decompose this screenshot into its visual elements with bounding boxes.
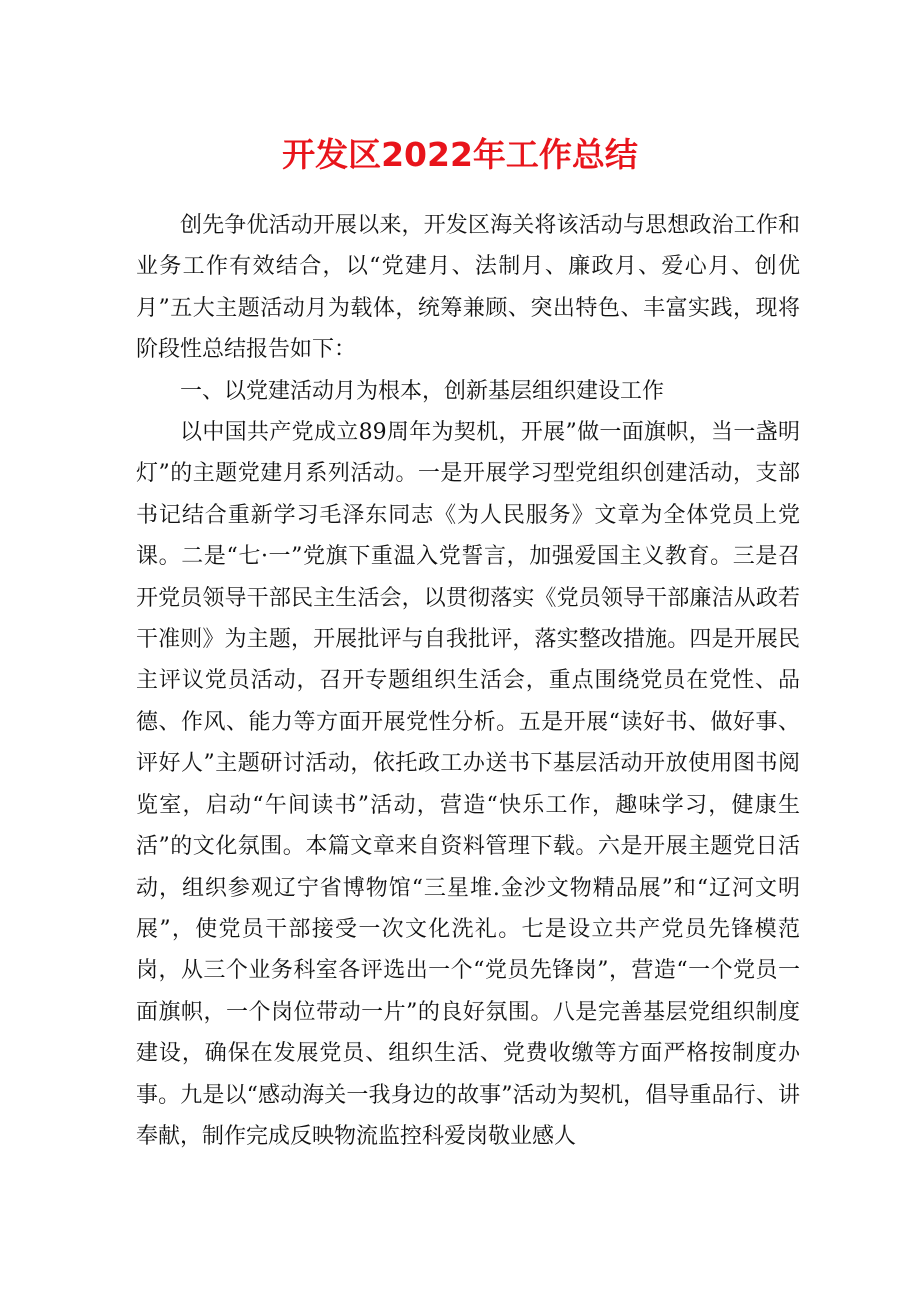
document-title: 开发区2022年工作总结 (282, 135, 638, 174)
body-paragraph: 以中国共产党成立89周年为契机，开展”做一面旗帜，当一盏明灯”的主题党建月系列活动。一是开展学习型党组织创建活动，支部书记结合重新学习毛泽东同志《为人民服务》文章为全体党员上党课。二是“七·一”党旗下重温入党誓言，加强爱国主义教育。三是召开党员领导干部民主生活会，以贯彻落实《党员领导干部廉洁从政若干准则》为主题，开展批评与自我批评，落实整改措施。四是开展民主评议党员活动，召开专题组织生活会，重点围绕党员在党性、品德、作风、能力等方面开展党性分析。五是开展“读好书、做好事、评好人”主题研讨活动，依托政工办送书下基层活动开放使用图书阅览室，启动“午间读书”活动，营造“快乐工作，趣味学习，健康生活”的文化氛围。本篇文章来自资料管理下载。六是开展主题党日活动，组织参观辽宁省博物馆“三星堆.金沙文物精品展”和“辽河文明展”，使党员干部接受一次文化洗礼。七是设立共产党员先锋模范岗，从三个业务科室各评选出一个“党员先锋岗”，营造“一个党员一面旗帜，一个岗位带动一片”的良好氛围。八是完善基层党组织制度建设，确保在发展党员、组织生活、党费收缴等方面严格按制度办事。九是以“感动海关一我身边的故事”活动为契机，倡导重品行、讲奉献，制作完成反映物流监控科爱岗敬业感人 (136, 420, 800, 1149)
section-heading: 一、以党建活动月为根本，创新基层组织建设工作 (180, 378, 665, 404)
document-body (136, 205, 800, 1157)
intro-paragraph: 创先争优活动开展以来，开发区海关将该活动与思想政治工作和业务工作有效结合，以“党建月、法制月、廉政月、爱心月、创优月”五大主题活动月为载体，统筹兼顾、突出特色、丰富实践，现将阶段性总结报告如下： (136, 213, 800, 363)
